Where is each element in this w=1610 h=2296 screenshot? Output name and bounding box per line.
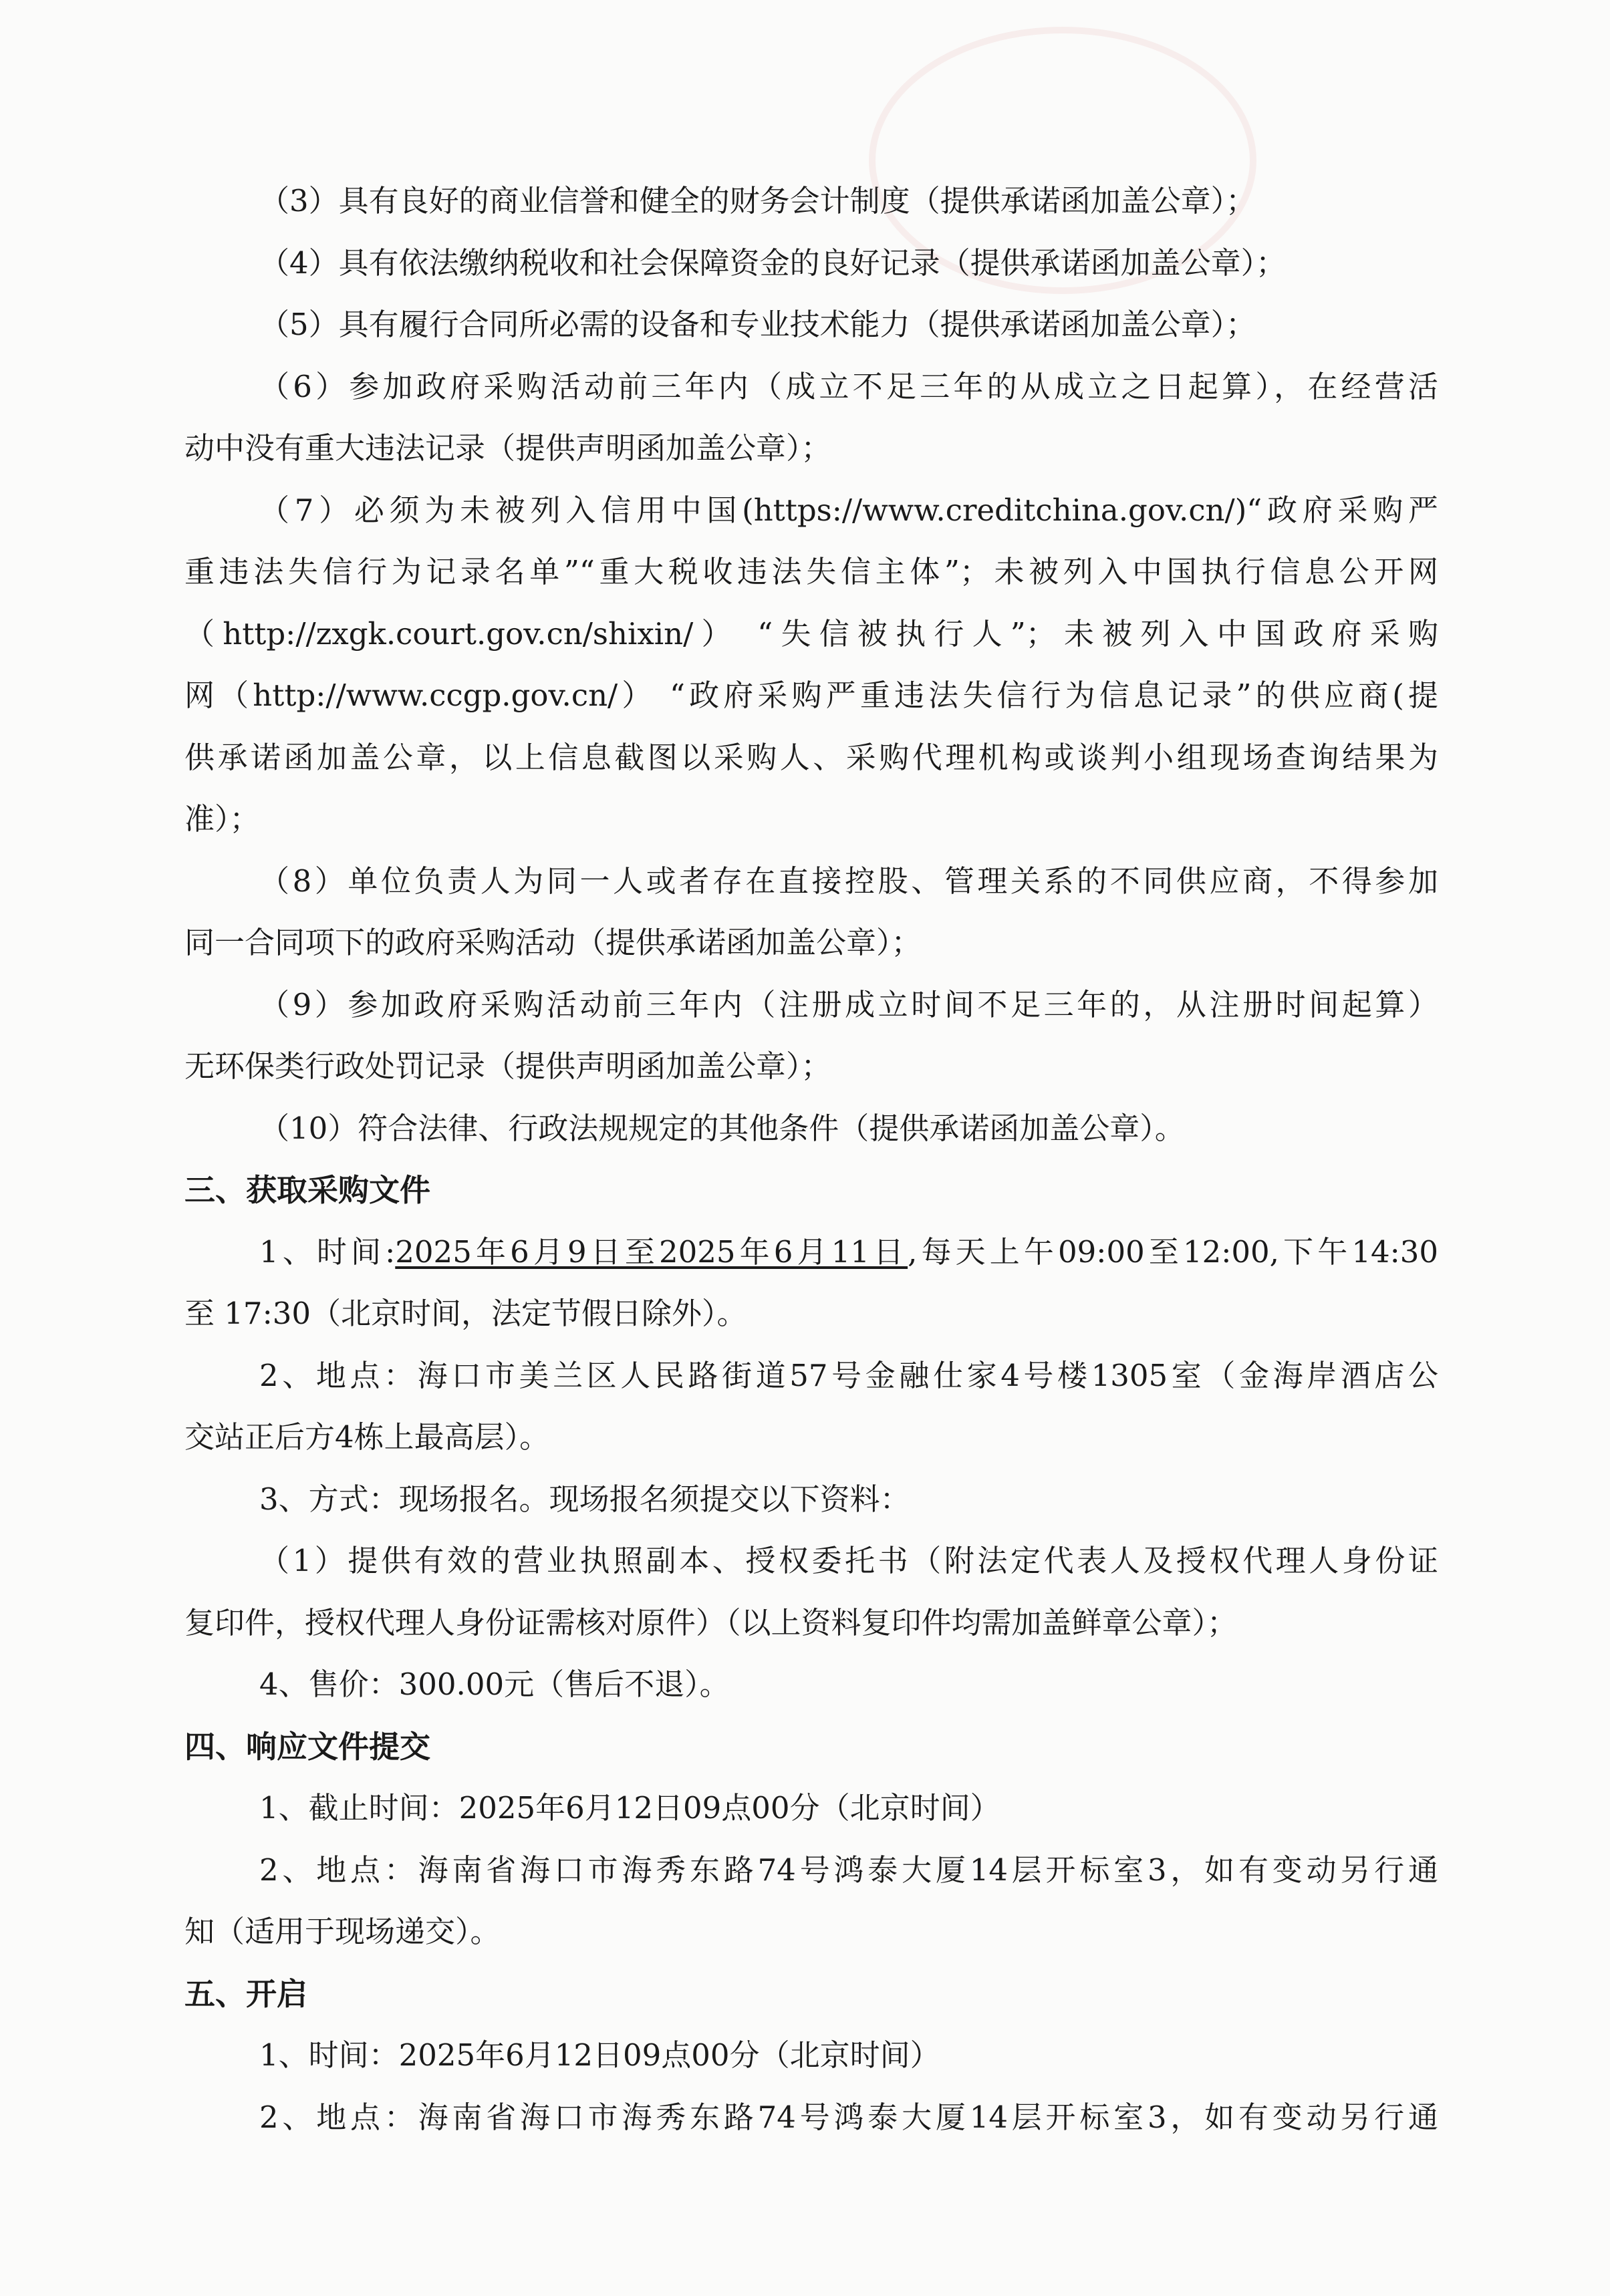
item-8-line-1: （8）单位负责人为同一人或者存在直接控股、管理关系的不同供应商，不得参加 — [259, 863, 1438, 899]
item-5: （5）具有履行合同所必需的设备和专业技术能力（提供承诺函加盖公章）； — [259, 307, 1256, 342]
section-3-time-line-1 — [184, 1222, 1438, 1284]
item-4: （4）具有依法缴纳税收和社会保障资金的良好记录（提供承诺函加盖公章）； — [259, 245, 1287, 281]
item-10: （10）符合法律、行政法规规定的其他条件（提供承诺函加盖公章）。 — [259, 1110, 1185, 1146]
section-4-deadline: 1、截止时间：2025年6月12日09点00分（北京时间） — [259, 1790, 1000, 1826]
time-dates-underlined: 2025年6月9日至2025年6月11日 — [395, 1234, 908, 1270]
time-suffix: ,每天上午09:00至12:00,下午14:30 — [908, 1234, 1438, 1270]
time-prefix: 1、时间: — [259, 1234, 396, 1270]
section-5-place-line-1: 2、地点：海南省海口市海秀东路74号鸿泰大厦14层开标室3，如有变动另行通 — [259, 2099, 1438, 2135]
section-3-heading: 三、获取采购文件 — [184, 1172, 430, 1208]
section-5-time: 1、时间：2025年6月12日09点00分（北京时间） — [259, 2037, 940, 2073]
section-4-place-line-2: 知（适用于现场递交）。 — [184, 1914, 501, 1949]
section-4-place-line-1: 2、地点：海南省海口市海秀东路74号鸿泰大厦14层开标室3，如有变动另行通 — [259, 1852, 1438, 1888]
item-7-line-5: 供承诺函加盖公章，以上信息截图以采购人、采购代理机构或谈判小组现场查询结果为 — [184, 739, 1438, 775]
section-5-heading: 五、开启 — [184, 1975, 307, 2012]
item-7-line-3: （http://zxgk.court.gov.cn/shixin/） “失信被执行人”；未被列入中国政府采购 — [184, 615, 1438, 652]
item-3: （3）具有良好的商业信誉和健全的财务会计制度（提供承诺函加盖公章）； — [259, 183, 1256, 219]
section-3-docs-line-2: 复印件，授权代理人身份证需核对原件）（以上资料复印件均需加盖鲜章公章）； — [184, 1604, 1238, 1640]
section-3-place-line-1: 2、地点：海口市美兰区人民路街道57号金融仕家4号楼1305室（金海岸酒店公 — [259, 1357, 1438, 1393]
item-7-line-6: 准）； — [184, 801, 260, 837]
item-7-line-1: （7）必须为未被列入信用中国(https://www.creditchina.gov.cn/)“政府采购严 — [259, 492, 1438, 528]
item-7-line-4: 网（http://www.ccgp.gov.cn/） “政府采购严重违法失信行为信息记录”的供应商(提 — [184, 678, 1438, 713]
item-8-line-2: 同一合同项下的政府采购活动（提供承诺函加盖公章）； — [184, 925, 922, 960]
document-body — [184, 170, 1438, 2148]
item-7-line-2: 重违法失信行为记录名单”“重大税收违法失信主体”；未被列入中国执行信息公开网 — [184, 554, 1438, 589]
section-3-place-line-2: 交站正后方4栋上最高层）。 — [184, 1419, 550, 1455]
section-3-docs-line-1: （1）提供有效的营业执照副本、授权委托书（附法定代表人及授权代理人身份证 — [259, 1543, 1438, 1578]
section-3-price: 4、售价：300.00元（售后不退）。 — [259, 1667, 730, 1702]
item-9-line-1: （9）参加政府采购活动前三年内（注册成立时间不足三年的，从注册时间起算） — [259, 986, 1438, 1022]
item-9-line-2: 无环保类行政处罚记录（提供声明函加盖公章）； — [184, 1048, 831, 1084]
section-3-time-line-2: 至 17:30（北京时间，法定节假日除外）。 — [184, 1296, 747, 1331]
item-6-line-2: 动中没有重大违法记录（提供声明函加盖公章）； — [184, 430, 831, 466]
section-4-heading: 四、响应文件提交 — [184, 1728, 430, 1765]
section-3-method: 3、方式：现场报名。现场报名须提交以下资料： — [259, 1481, 910, 1517]
item-6-line-1: （6）参加政府采购活动前三年内（成立不足三年的从成立之日起算），在经营活 — [259, 368, 1438, 404]
